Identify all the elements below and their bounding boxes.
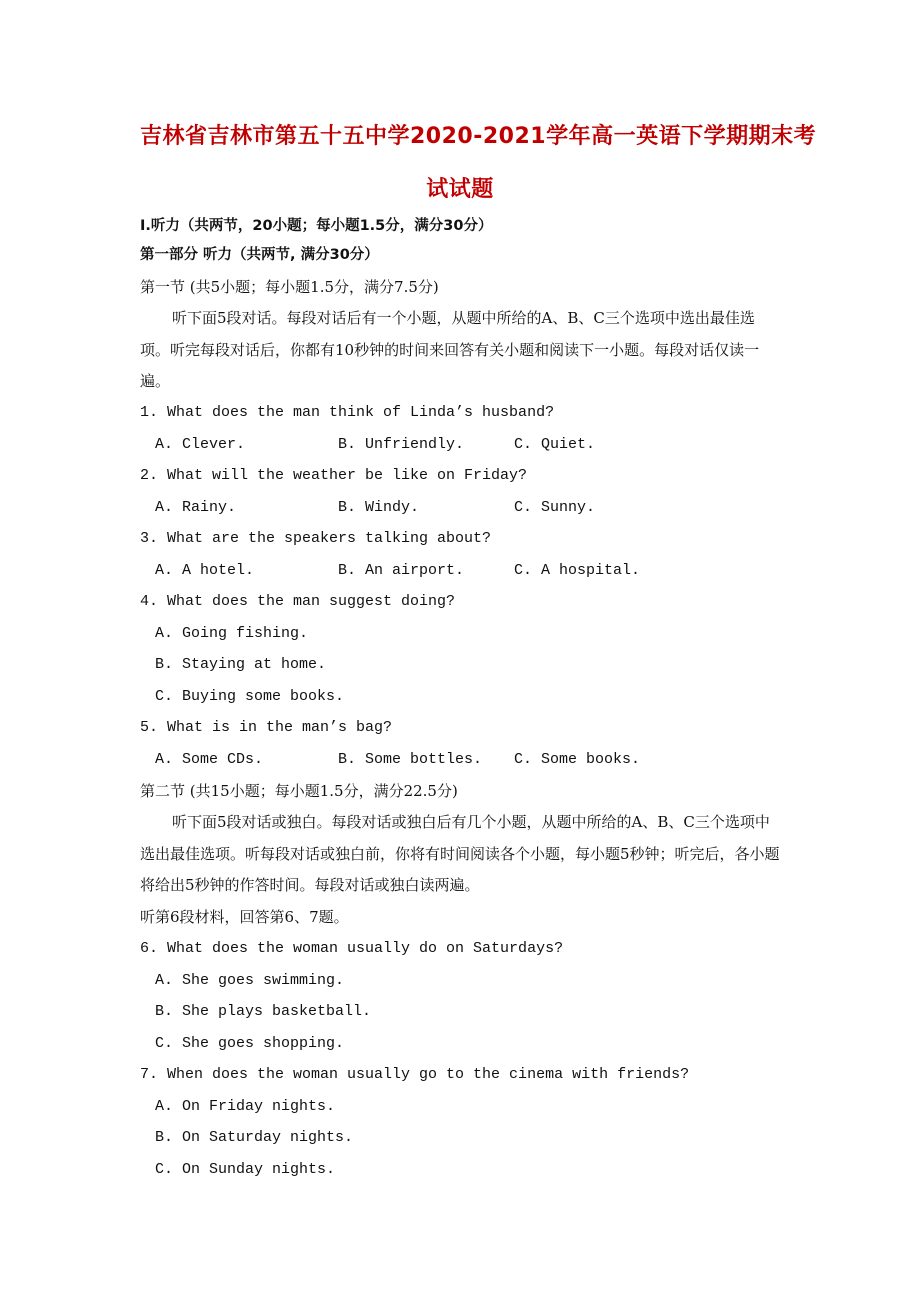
question-7-option-b: B. On Saturday nights. [155, 1129, 354, 1146]
question-7-option-a: A. On Friday nights. [155, 1098, 336, 1115]
question-4-stem: 4. What does the man suggest doing? [140, 593, 456, 610]
question-2-option-c: C. Sunny. [514, 499, 596, 516]
question-2-stem: 2. What will the weather be like on Friday? [140, 467, 528, 484]
question-6-option-c: C. She goes shopping. [155, 1035, 345, 1052]
exam-title-line1: 吉林省吉林市第五十五中学2020-2021学年高一英语下学期期末考 [140, 124, 817, 149]
question-5-option-c: C. Some books. [514, 751, 641, 768]
question-4-option-a: A. Going fishing. [155, 625, 309, 642]
question-1-stem: 1. What does the man think of Linda’s husband? [140, 404, 555, 421]
exam-title-line2: 试试题 [426, 177, 494, 202]
material-6-intro: 听第6段材料，回答第6、7题。 [140, 908, 349, 926]
question-6-option-b: B. She plays basketball. [155, 1003, 372, 1020]
question-3-stem: 3. What are the speakers talking about? [140, 530, 492, 547]
question-1-option-b: B. Unfriendly. [338, 436, 465, 453]
listening-header: I.听力（共两节，20小题；每小题1.5分，满分30分） [140, 218, 493, 234]
question-3-option-b: B. An airport. [338, 562, 465, 579]
question-3-option-c: C. A hospital. [514, 562, 641, 579]
question-2-option-b: B. Windy. [338, 499, 420, 516]
section1-header: 第一节 (共5小题；每小题1.5分，满分7.5分) [140, 278, 439, 296]
question-3-option-a: A. A hotel. [155, 562, 255, 579]
question-2-option-a: A. Rainy. [155, 499, 237, 516]
question-6-stem: 6. What does the woman usually do on Saturdays? [140, 940, 564, 957]
question-1-option-a: A. Clever. [155, 436, 246, 453]
question-4-option-c: C. Buying some books. [155, 688, 345, 705]
question-4-option-b: B. Staying at home. [155, 656, 327, 673]
question-7-stem: 7. When does the woman usually go to the cinema with friends? [140, 1066, 690, 1083]
question-1-option-c: C. Quiet. [514, 436, 596, 453]
question-7-option-c: C. On Sunday nights. [155, 1161, 336, 1178]
question-5-option-a: A. Some CDs. [155, 751, 264, 768]
question-6-option-a: A. She goes swimming. [155, 972, 345, 989]
question-5-option-b: B. Some bottles. [338, 751, 483, 768]
section2-header: 第二节 (共15小题；每小题1.5分，满分22.5分) [140, 782, 458, 800]
question-5-stem: 5. What is in the man’s bag? [140, 719, 393, 736]
section1-instruction: 听下面5段对话。每段对话后有一个小题，从题中所给的A、B、C三个选项中选出最佳选项。听完每段对话后，你都有10秒钟的时间来回答有关小题和阅读下一小题。每段对话仅读一遍。 [140, 309, 760, 390]
section2-instruction: 听下面5段对话或独白。每段对话或独白后有几个小题，从题中所给的A、B、C三个选项中选出最佳选项。听每段对话或独白前，你将有时间阅读各个小题，每小题5秒钟；听完后，各小题将给出5秒钟的作答时间。每段对话或独白读两遍。 [140, 813, 780, 894]
part1-header: 第一部分 听力（共两节, 满分30分） [140, 247, 379, 263]
